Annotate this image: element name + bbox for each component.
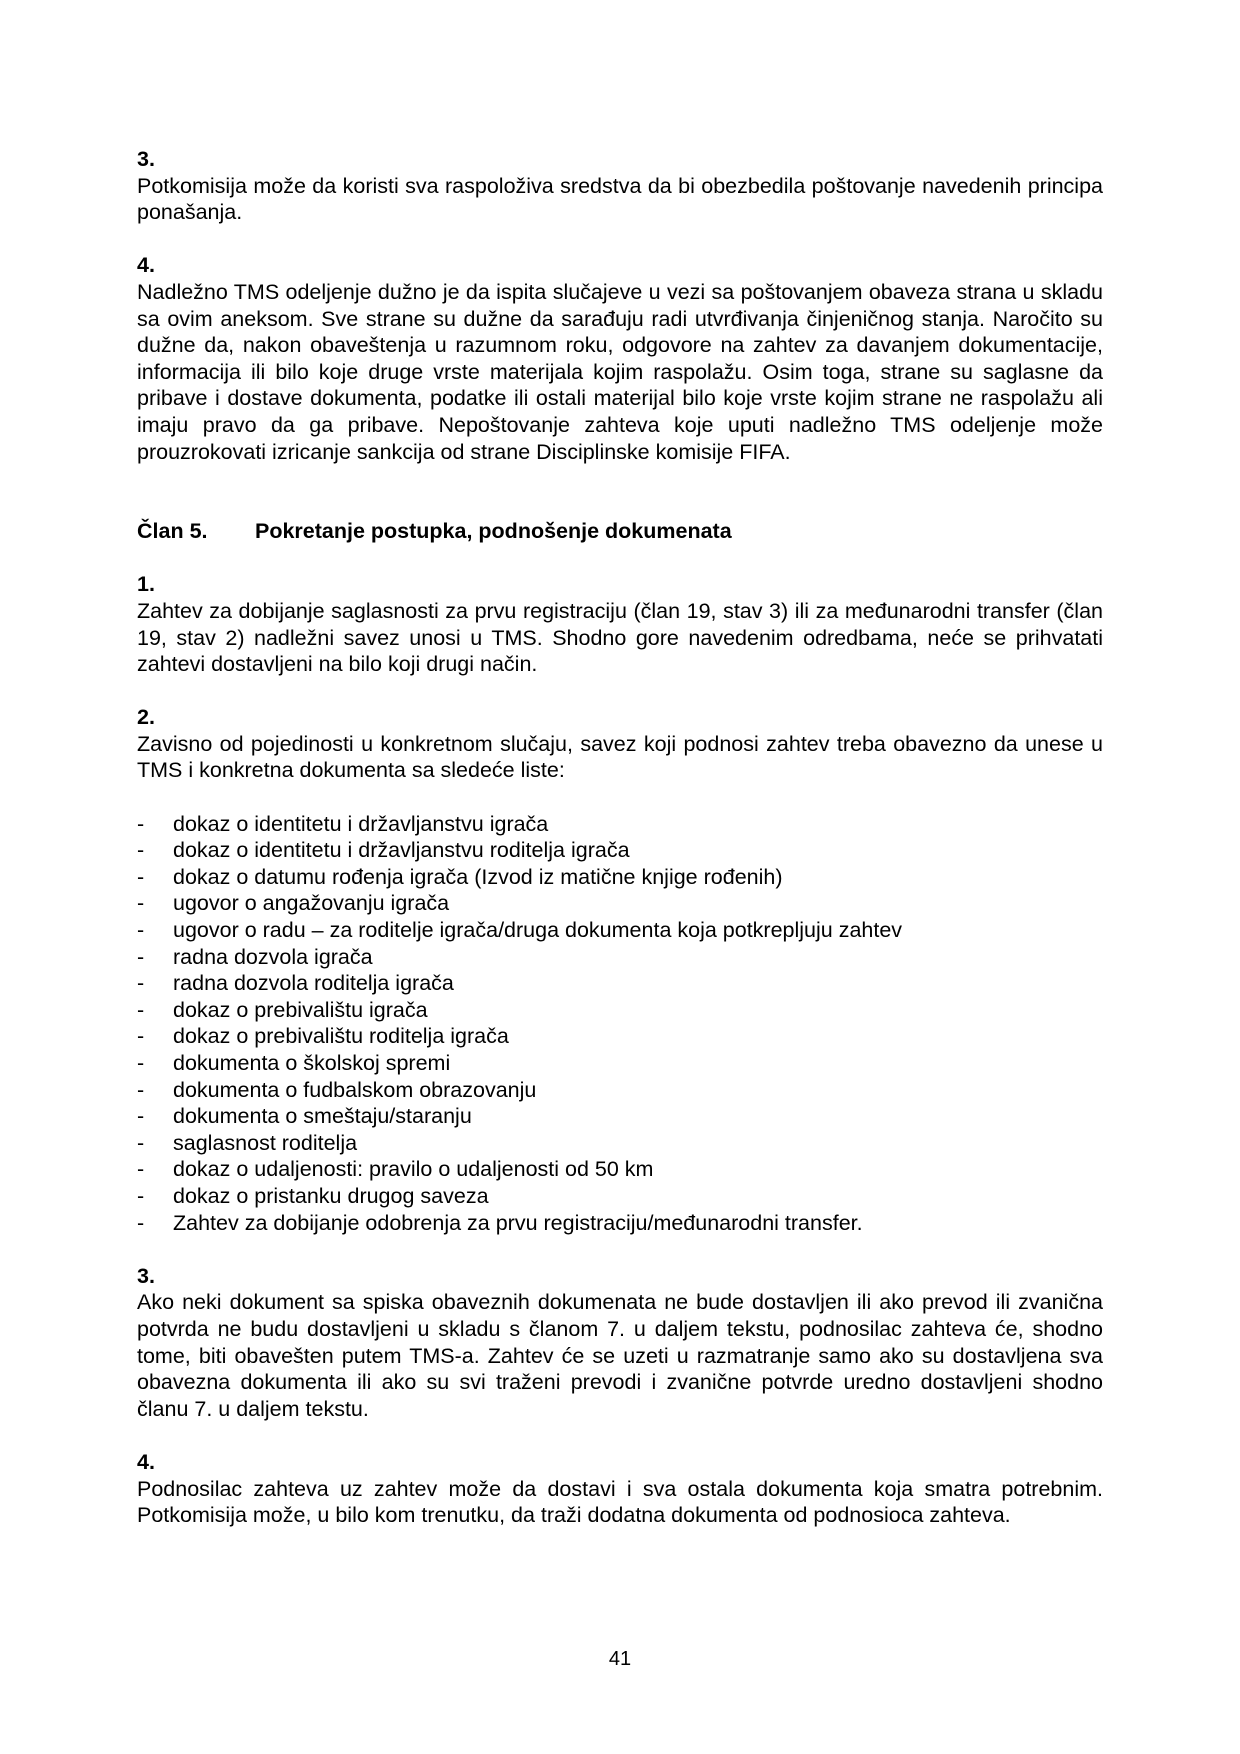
article-5-p2-text: Zavisno od pojedinosti u konkretnom slučaju, savez koji podnosi zahtev treba obavezno da unese u TMS i konkretna dokumenta sa sledeće liste:	[137, 731, 1103, 783]
list-item	[137, 1130, 1103, 1157]
article-5-p4-text: Podnosilac zahteva uz zahtev može da dostavi i sva ostala dokumenta koja smatra potrebnim. Potkomisija može, u bilo kom trenutku, da traži dodatna dokumenta od podnosioca zahteva.	[137, 1476, 1103, 1528]
required-documents-list	[137, 811, 1103, 1237]
list-item-text: dokaz o pristanku drugog saveza	[173, 1183, 489, 1208]
page-number: 41	[608, 1648, 632, 1670]
list-item-text: dokumenta o smeštaju/staranju	[173, 1104, 472, 1129]
list-item	[137, 917, 1103, 944]
list-dash: -	[137, 864, 145, 889]
list-dash: -	[137, 1157, 145, 1182]
list-item	[137, 1183, 1103, 1210]
list-item	[137, 1210, 1103, 1237]
list-dash: -	[137, 1024, 145, 1049]
list-item-text: dokaz o prebivalištu igrača	[173, 997, 428, 1022]
list-item	[137, 997, 1103, 1024]
list-dash: -	[137, 944, 145, 969]
list-item	[137, 1103, 1103, 1130]
list-item	[137, 970, 1103, 997]
list-item	[137, 811, 1103, 838]
list-dash: -	[137, 1051, 145, 1075]
article-5-p4-number: 4.	[137, 1449, 155, 1474]
section-4-text: Nadležno TMS odeljenje dužno je da ispita slučajeve u vezi sa poštovanjem obaveza strana u skladu sa ovim aneksom. Sve strane su dužne da sarađuju radi utvrđivanja činjeničnog stanja. Naročito su dužne da, nakon obaveštenja u razumnom roku, odgovore na zahtev za davanjem dokumentacije, informacija ili bilo koje druge vrste materijala kojim raspolažu. Osim toga, strane su saglasne da pribave i dostave dokumenta, podatke ili ostali materijal bilo koje vrste kojim strane ne raspolažu ali imaju pravo da ga pribave. Nepoštovanje zahteva koje uputi nadležno TMS odeljenje može prouzrokovati izricanje sankcija od strane Disciplinske komisije FIFA.	[137, 279, 1103, 464]
list-dash: -	[137, 838, 145, 863]
article-5-p2-number: 2.	[137, 705, 155, 730]
article-5-heading	[137, 518, 1103, 545]
list-dash: -	[137, 1210, 145, 1235]
list-item-text: dokaz o prebivalištu roditelja igrača	[173, 1024, 509, 1049]
article-5-title: Pokretanje postupka, podnošenje dokumenata	[255, 519, 732, 544]
section-3-number: 3.	[137, 147, 155, 171]
article-5-p1-number: 1.	[137, 572, 155, 597]
list-item	[137, 1156, 1103, 1183]
list-item-text: saglasnost roditelja	[173, 1130, 358, 1155]
document-page	[137, 146, 1103, 1529]
list-dash: -	[137, 1104, 145, 1129]
list-item-text: dokumenta o fudbalskom obrazovanju	[173, 1077, 537, 1102]
list-item	[137, 1050, 1103, 1077]
list-item-text: Zahtev za dobijanje odobrenja za prvu registraciju/međunarodni transfer.	[173, 1210, 863, 1235]
list-item-text: dokaz o datumu rođenja igrača (Izvod iz matične knjige rođenih)	[173, 864, 783, 889]
list-item-text: ugovor o angažovanju igrača	[173, 891, 450, 916]
list-item	[137, 837, 1103, 864]
list-item-text: dokumenta o školskoj spremi	[173, 1051, 451, 1075]
list-item	[137, 1023, 1103, 1050]
list-dash: -	[137, 918, 145, 943]
list-dash: -	[137, 1183, 145, 1208]
list-dash: -	[137, 891, 145, 916]
section-4-number: 4.	[137, 253, 155, 278]
article-5-p3-number: 3.	[137, 1263, 155, 1288]
list-dash: -	[137, 971, 145, 996]
article-5-number: Član 5.	[137, 519, 208, 544]
list-item-text: radna dozvola roditelja igrača	[173, 971, 454, 996]
list-dash: -	[137, 811, 145, 836]
list-item-text: dokaz o identitetu i državljanstvu roditelja igrača	[173, 838, 630, 863]
list-item-text: ugovor o radu – za roditelje igrača/druga dokumenta koja potkrepljuju zahtev	[173, 918, 903, 943]
list-item	[137, 1077, 1103, 1104]
list-item	[137, 864, 1103, 891]
list-dash: -	[137, 1077, 145, 1102]
list-item	[137, 890, 1103, 917]
article-5-p1-text: Zahtev za dobijanje saglasnosti za prvu registraciju (član 19, stav 3) ili za međunarodni transfer (član 19, stav 2) nadležni savez unosi u TMS. Shodno gore navedenim odredbama, neće se prihvatati zahtevi dostavljeni na bilo koji drugi način.	[137, 598, 1103, 677]
list-item-text: radna dozvola igrača	[173, 944, 373, 969]
list-dash: -	[137, 1130, 145, 1155]
article-5-p3-text: Ako neki dokument sa spiska obaveznih dokumenata ne bude dostavljen ili ako prevod ili zvanična potvrda ne budu dostavljeni u skladu s članom 7. u daljem tekstu, podnosilac zahteva će, shodno tome, biti obavešten putem TMS-a. Zahtev će se uzeti u razmatranje samo ako su dostavljena sva obavezna dokumenta ili ako su svi traženi prevodi i zvanične potvrde uredno dostavljeni shodno članu 7. u daljem tekstu.	[137, 1290, 1103, 1421]
list-dash: -	[137, 997, 145, 1022]
list-item	[137, 944, 1103, 971]
list-item-text: dokaz o identitetu i državljanstvu igrača	[173, 811, 549, 836]
section-3-text: Potkomisija može da koristi sva raspoloživa sredstva da bi obezbedila poštovanje navedenih principa ponašanja.	[137, 173, 1103, 225]
list-item-text: dokaz o udaljenosti: pravilo o udaljenosti od 50 km	[173, 1157, 654, 1182]
